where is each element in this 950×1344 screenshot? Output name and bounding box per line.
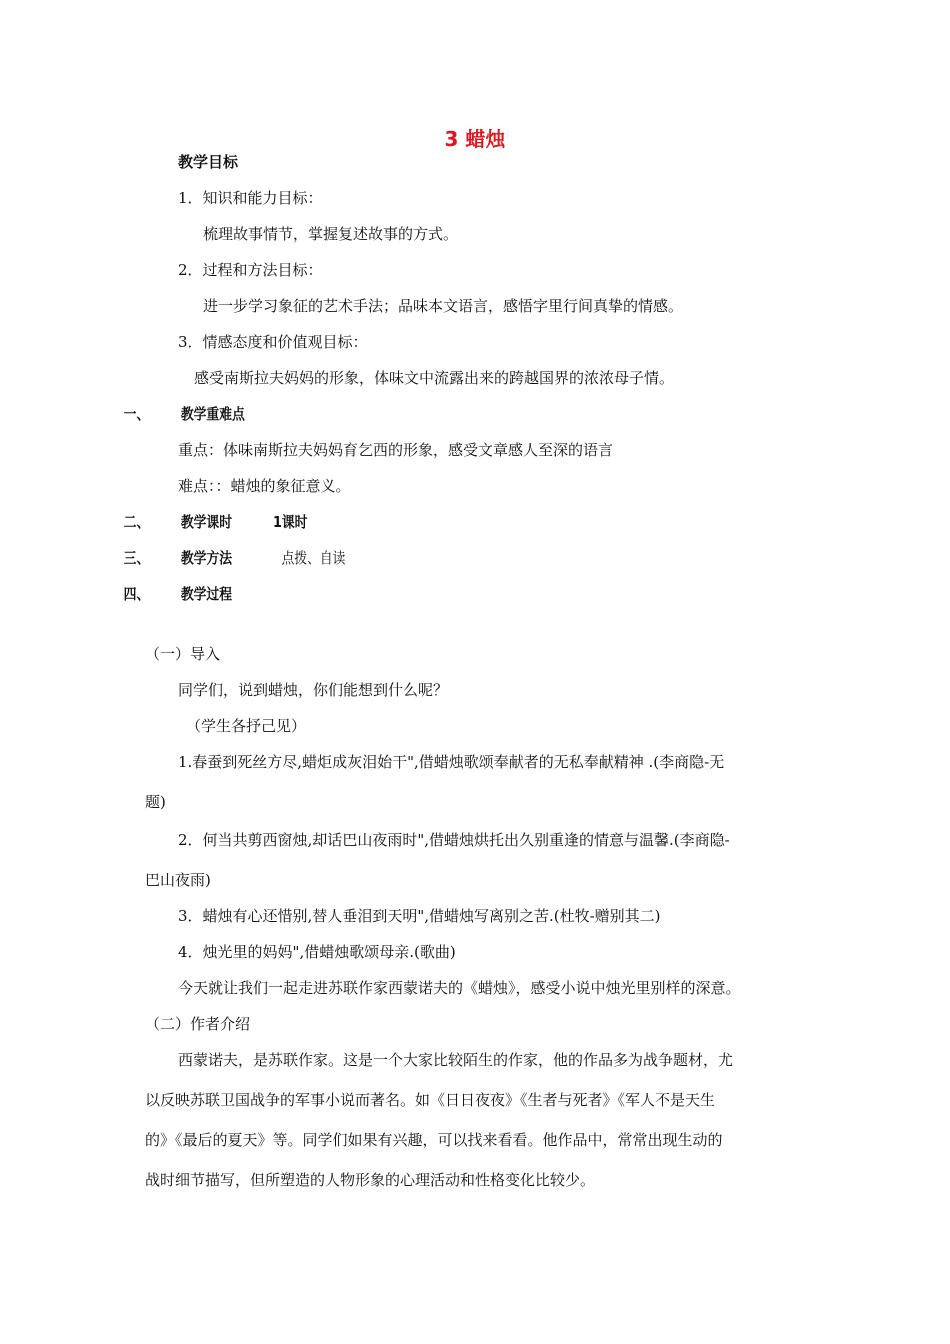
objective-label-3: 3．情感态度和价值观目标： — [178, 333, 368, 351]
section-number: 一、 — [123, 405, 150, 423]
section-label: 教学课时 — [180, 513, 233, 531]
page-title: 3 蜡烛 — [444, 127, 506, 151]
intro-heading: （一）导入 — [145, 645, 221, 663]
intro-note: （学生各抒己见） — [186, 717, 307, 735]
author-paragraph-line-4: 战时细节描写，但所塑造的人物形象的心理活动和性格变化比较少。 — [145, 1171, 596, 1189]
objective-text-2: 进一步学习象征的艺术手法；品味本文语言，感悟字里行间真挚的情感。 — [203, 297, 684, 315]
objective-text-1: 梳理故事情节，掌握复述故事的方式。 — [203, 225, 459, 243]
section-number: 二、 — [123, 513, 150, 531]
section-number: 三、 — [123, 549, 150, 567]
poem-2-line-1: 2．何当共剪西窗烛,却话巴山夜雨时",借蜡烛烘托出久别重逢的情意与温馨.(李商隐- — [178, 831, 730, 849]
section-label: 教学方法 — [180, 549, 233, 567]
intro-question: 同学们，说到蜡烛，你们能想到什么呢？ — [178, 681, 449, 699]
author-paragraph-line-1: 西蒙诺夫，是苏联作家。这是一个大家比较陌生的作家，他的作品多为战争题材，尤 — [178, 1051, 734, 1069]
author-paragraph-line-3: 的》《最后的夏天》等。同学们如果有兴趣，可以找来看看。他作品中，常常出现生动的 — [145, 1131, 723, 1149]
poem-1-line-2: 题) — [145, 793, 166, 811]
section-extra: 1课时 — [272, 513, 308, 531]
section-label: 教学重难点 — [180, 405, 245, 423]
poem-2-line-2: 巴山夜雨) — [145, 871, 211, 889]
transition-text: 今天就让我们一起走进苏联作家西蒙诺夫的《蜡烛》，感受小说中烛光里别样的深意。 — [178, 979, 741, 997]
author-heading: （二）作者介绍 — [145, 1015, 251, 1033]
poem-3: 3．蜡烛有心还惜别,替人垂泪到天明",借蜡烛写离别之苦.(杜牧-赠别其二) — [178, 907, 661, 925]
objective-text-3: 感受南斯拉夫妈妈的形象，体味文中流露出来的跨越国界的浓浓母子情。 — [194, 369, 675, 387]
poem-4: 4．烛光里的妈妈",借蜡烛歌颂母亲.(歌曲) — [178, 943, 456, 961]
objectives-heading: 教学目标 — [178, 153, 239, 171]
section-label: 教学过程 — [180, 585, 233, 603]
objective-label-2: 2．过程和方法目标： — [178, 261, 323, 279]
author-paragraph-line-2: 以反映苏联卫国战争的军事小说而著名。如《日日夜夜》《生者与死者》《军人不是天生 — [145, 1091, 716, 1109]
poem-1-line-1: 1.春蚕到死丝方尽,蜡炬成灰泪始干",借蜡烛歌颂奉献者的无私奉献精神 .(李商隐-无 — [178, 753, 725, 771]
key-point: 重点：体味南斯拉夫妈妈育乞西的形象，感受文章感人至深的语言 — [178, 441, 614, 459]
objective-label-1: 1．知识和能力目标： — [178, 189, 323, 207]
difficult-point: 难点：：蜡烛的象征意义。 — [178, 477, 351, 495]
section-number: 四、 — [123, 585, 150, 603]
section-extra: 点拨、自读 — [281, 549, 346, 567]
